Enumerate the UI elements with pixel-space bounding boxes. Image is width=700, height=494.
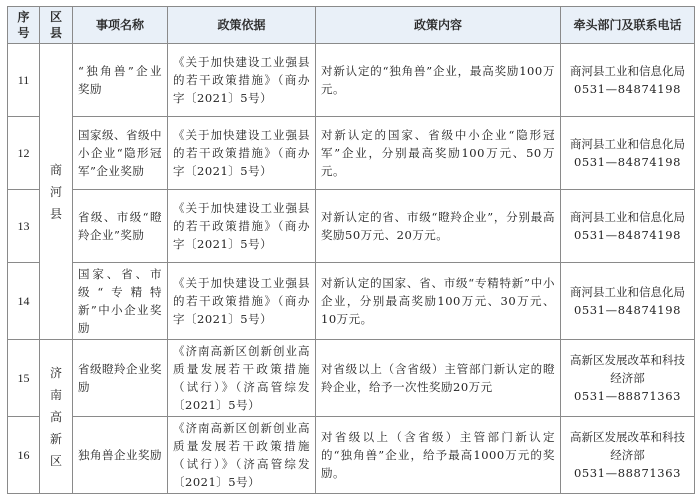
row-dept bbox=[561, 44, 695, 117]
table-row bbox=[8, 117, 695, 190]
row-dept bbox=[561, 190, 695, 263]
dept-phone: 0531—88871363 bbox=[573, 389, 682, 403]
row-seq: 15 bbox=[8, 340, 40, 417]
table-row bbox=[8, 340, 695, 417]
county-cell-gaoxin bbox=[40, 340, 73, 494]
county-label: 商河县 bbox=[49, 162, 62, 221]
dept-phone: 0531—84874198 bbox=[573, 82, 682, 96]
table-row bbox=[8, 44, 695, 117]
row-seq: 11 bbox=[8, 44, 40, 117]
dept-name: 商河县工业和信息化局 bbox=[570, 285, 685, 299]
header-content: 政策内容 bbox=[316, 7, 561, 44]
row-content: 对新认定的省、市级“瞪羚企业”，分别最高奖励50万元、20万元。 bbox=[316, 190, 561, 263]
table-row bbox=[8, 263, 695, 340]
row-content: 对新认定的“独角兽”企业，最高奖励100万元。 bbox=[316, 44, 561, 117]
row-dept bbox=[561, 117, 695, 190]
row-item: 国家、省、市级“专精特新”中小企业奖励 bbox=[73, 263, 168, 340]
row-item: “独角兽”企业奖励 bbox=[73, 44, 168, 117]
row-dept bbox=[561, 340, 695, 417]
row-content: 对省级以上（含省级）主管部门新认定的“独角兽”企业，给予最高1000万元的奖励。 bbox=[316, 417, 561, 494]
row-content: 对新认定的国家、省、市级“专精特新”中小企业，分别最高奖励100万元、30万元、10万元。 bbox=[316, 263, 561, 340]
dept-name: 商河县工业和信息化局 bbox=[570, 64, 685, 78]
row-basis: 《济南高新区创新创业高质量发展若干政策措施（试行）》（济高管综发〔2021〕5号） bbox=[168, 417, 316, 494]
row-item: 省级、市级“瞪羚企业”奖励 bbox=[73, 190, 168, 263]
header-dept: 牵头部门及联系电话 bbox=[561, 7, 695, 44]
row-item: 国家级、省级中小企业“隐形冠军”企业奖励 bbox=[73, 117, 168, 190]
row-dept bbox=[561, 263, 695, 340]
header-row bbox=[8, 7, 695, 44]
county-label: 济南高新区 bbox=[49, 365, 62, 468]
dept-name: 高新区发展改革和科技经济部 bbox=[570, 430, 685, 462]
dept-name: 商河县工业和信息化局 bbox=[570, 210, 685, 224]
dept-phone: 0531—84874198 bbox=[573, 228, 682, 242]
dept-phone: 0531—88871363 bbox=[573, 466, 682, 480]
header-basis: 政策依据 bbox=[168, 7, 316, 44]
row-basis: 《关于加快建设工业强县的若干政策措施》（商办字〔2021〕5号） bbox=[168, 117, 316, 190]
row-content: 对省级以上（含省级）主管部门新认定的瞪羚企业，给予一次性奖励20万元 bbox=[316, 340, 561, 417]
row-dept bbox=[561, 417, 695, 494]
row-item: 独角兽企业奖励 bbox=[73, 417, 168, 494]
county-cell-shanghe bbox=[40, 44, 73, 340]
dept-phone: 0531—84874198 bbox=[573, 155, 682, 169]
row-seq: 14 bbox=[8, 263, 40, 340]
dept-name: 高新区发展改革和科技经济部 bbox=[570, 353, 685, 385]
row-seq: 13 bbox=[8, 190, 40, 263]
header-county: 区县 bbox=[40, 7, 73, 44]
row-basis: 《关于加快建设工业强县的若干政策措施》（商办字〔2021〕5号） bbox=[168, 263, 316, 340]
table-row bbox=[8, 190, 695, 263]
row-content: 对新认定的国家、省级中小企业“隐形冠军”企业，分别最高奖励100万元、50万元。 bbox=[316, 117, 561, 190]
table-row bbox=[8, 417, 695, 494]
dept-name: 商河县工业和信息化局 bbox=[570, 137, 685, 151]
policy-table bbox=[7, 6, 695, 494]
dept-phone: 0531—84874198 bbox=[573, 303, 682, 317]
row-basis: 《关于加快建设工业强县的若干政策措施》（商办字〔2021〕5号） bbox=[168, 44, 316, 117]
row-seq: 12 bbox=[8, 117, 40, 190]
header-item: 事项名称 bbox=[73, 7, 168, 44]
row-basis: 《济南高新区创新创业高质量发展若干政策措施（试行）》（济高管综发〔2021〕5号） bbox=[168, 340, 316, 417]
header-seq: 序号 bbox=[8, 7, 40, 44]
row-basis: 《关于加快建设工业强县的若干政策措施》（商办字〔2021〕5号） bbox=[168, 190, 316, 263]
row-seq: 16 bbox=[8, 417, 40, 494]
row-item: 省级瞪羚企业奖励 bbox=[73, 340, 168, 417]
